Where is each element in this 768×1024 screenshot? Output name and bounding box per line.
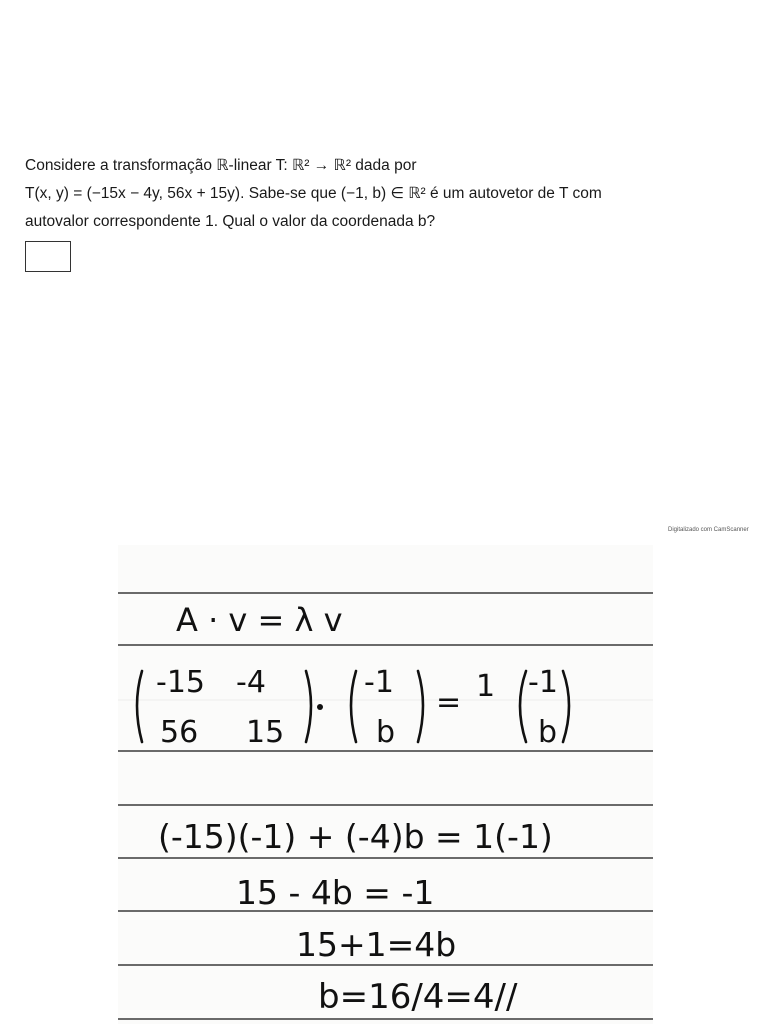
answer-input-box[interactable] xyxy=(25,241,71,272)
question-line-3: autovalor correspondente 1. Qual o valor da coordenada b? xyxy=(25,213,436,230)
question-text xyxy=(25,152,750,236)
eigen-equation: A · v = λ v xyxy=(176,601,343,639)
solution-step-4: b=16/4=4// xyxy=(318,977,518,1017)
question-line-2: T(x, y) = (−15x − 4y, 56x + 15y). Sabe-se que (−1, b) ∈ ℝ² é um autovetor de T com xyxy=(25,185,602,202)
solution-step-3: 15+1=4b xyxy=(296,925,457,964)
matrix-a-r2c1: 56 xyxy=(160,715,199,750)
matrix-a-r1c2: -4 xyxy=(236,665,266,700)
lambda-value: 1 xyxy=(476,669,496,704)
matrix-a-r1c1: -15 xyxy=(156,665,205,700)
handwritten-paper xyxy=(118,545,653,1024)
matrix-a-r2c2: 15 xyxy=(246,715,285,750)
question-line-1: Considere a transformação ℝ-linear T: ℝ² → ℝ² dada por xyxy=(25,157,417,174)
vector-v-r2: b xyxy=(376,715,396,750)
camscanner-watermark: Digitalizado com CamScanner xyxy=(668,527,749,533)
solution-step-1: (-15)(-1) + (-4)b = 1(-1) xyxy=(158,817,553,856)
equals-sign: = xyxy=(436,685,462,720)
vector-v2-r2: b xyxy=(538,715,558,750)
solution-step-2: 15 - 4b = -1 xyxy=(236,873,435,912)
vector-v-r1: -1 xyxy=(364,665,394,700)
vector-v2-r1: -1 xyxy=(528,665,558,700)
